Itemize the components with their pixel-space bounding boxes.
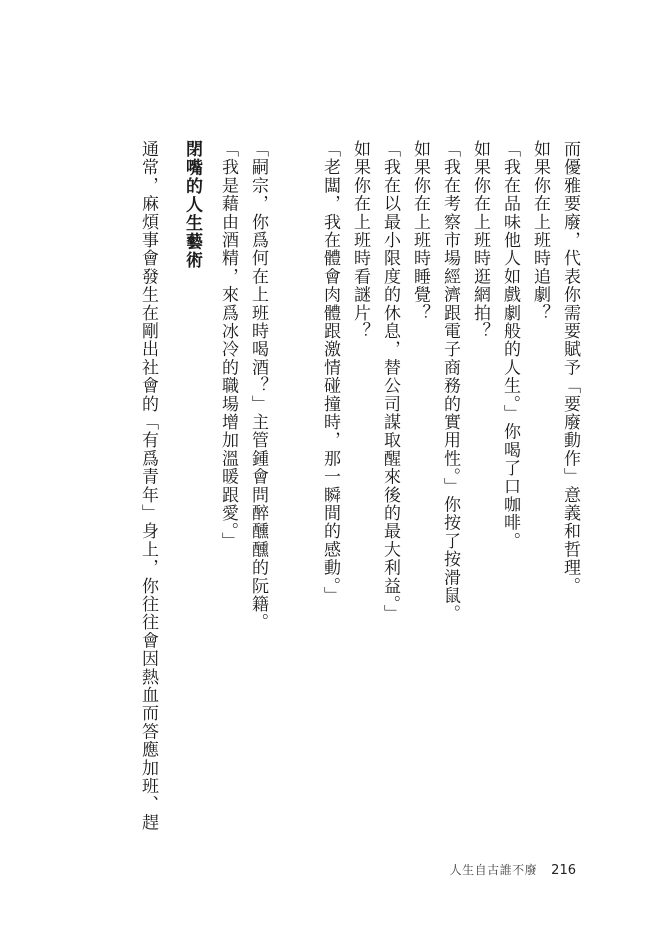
text-line: 而優雅要廢，代表你需要賦予「要廢動作」意義和哲理。 [560,140,580,595]
running-title: 人生自古誰不廢 [449,863,538,877]
section-heading: 閉嘴的人生藝術 [182,140,202,270]
text-line: 如果你在上班時睡覺？ [410,140,430,322]
text-line: 如果你在上班時逛網拍？ [470,140,490,341]
text-line: 「我在品味他人如戲劇般的人生。」你喝了口咖啡。 [500,140,520,551]
page-footer [450,861,576,878]
text-line: 「我在以最小限度的休息，替公司謀取醒來後的最大利益。」 [380,140,400,623]
paragraph-gap [273,140,315,820]
text-line: 「老闆，我在體會肉體跟激情碰撞時，那一瞬間的感動。」 [320,140,340,605]
text-line: 如果你在上班時追劇？ [530,140,550,322]
text-line: 「嗣宗，你爲何在上班時喝酒？」主管鍾會問醉醺醺的阮籍。 [248,140,268,632]
text-line: 「我是藉由酒精，來爲冰冷的職場增加溫暖跟愛。」 [218,140,238,551]
page-number: 216 [551,863,576,878]
vertical-text-block [133,140,585,832]
text-line: 通常，麻煩事會發生在剛出社會的「有爲青年」身上，你往往會因熱血而答應加班、趕 [138,140,158,832]
text-line: 如果你在上班時看謎片？ [350,140,370,341]
text-line: 「我在考察市場經濟跟電子商務的實用性。」你按了按滑鼠。 [440,140,460,623]
